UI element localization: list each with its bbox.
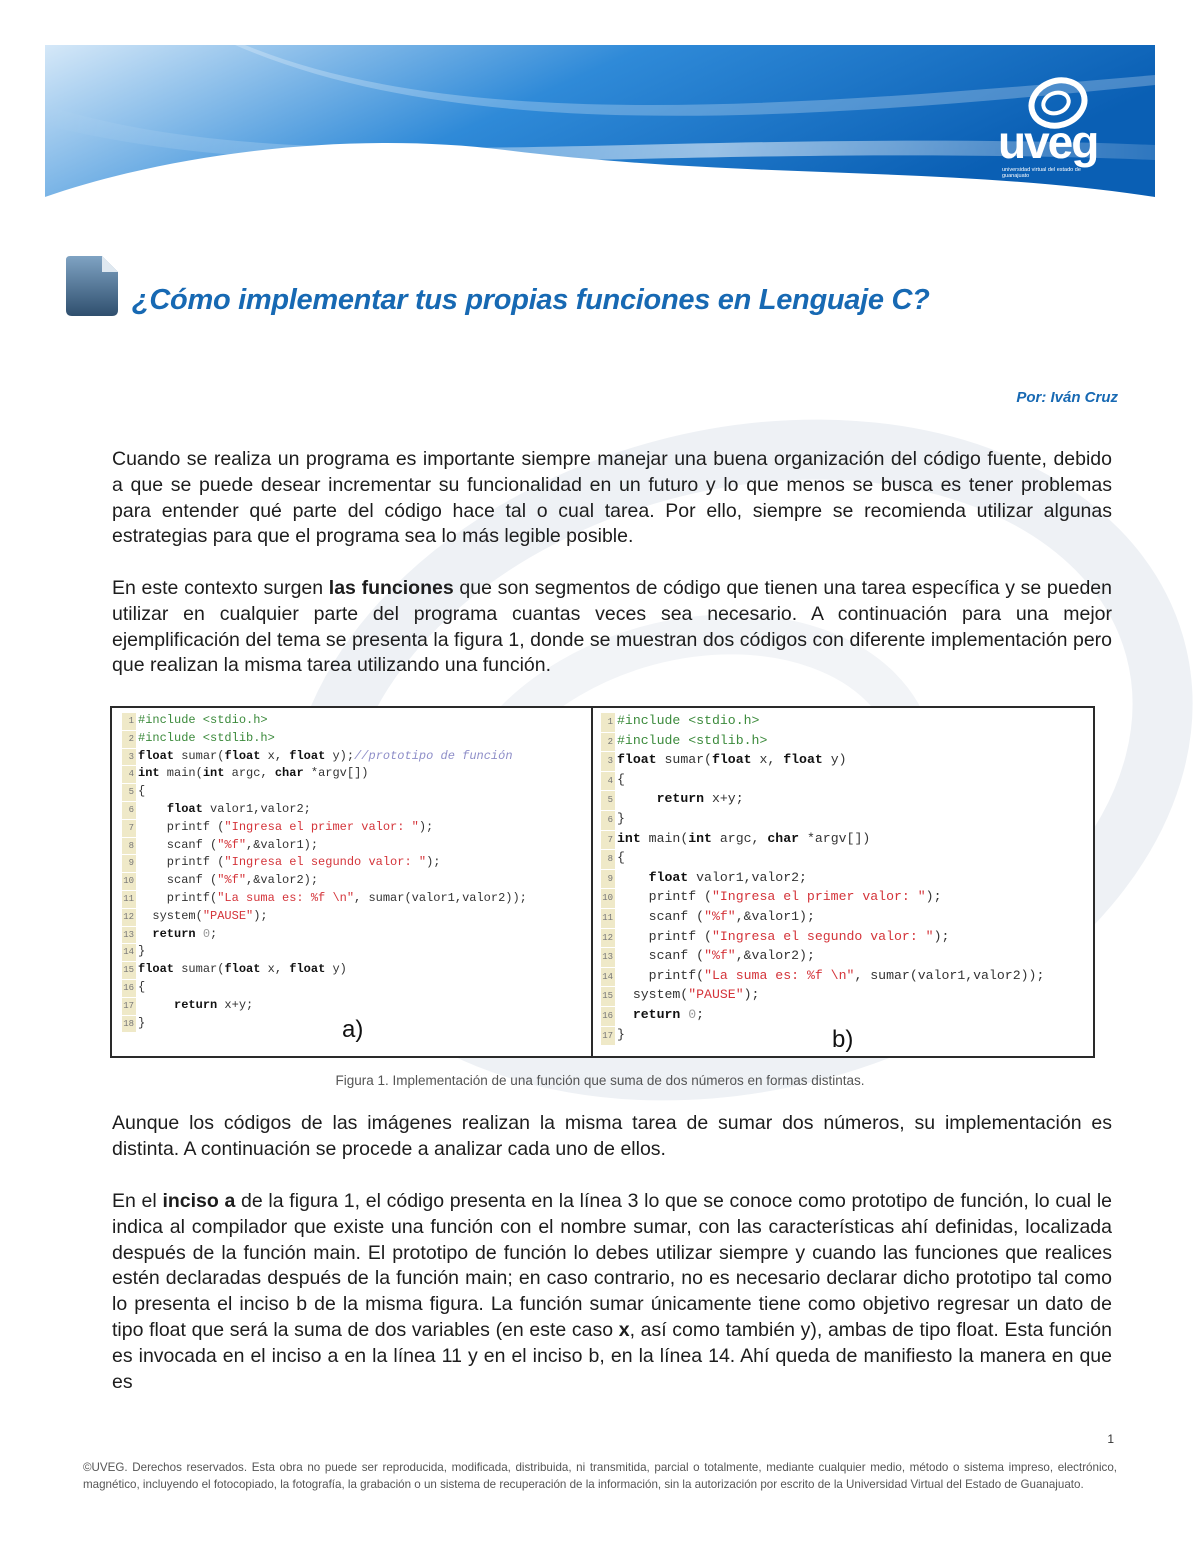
code-token: return (632, 1006, 681, 1022)
code-token (196, 927, 203, 941)
figure-divider (591, 708, 593, 1056)
bold-term: las funciones (328, 577, 454, 599)
code-token: printf( (617, 967, 705, 983)
code-panel-b (601, 712, 1093, 1042)
line-number: 17 (601, 1027, 615, 1046)
code-token: x+y; (217, 997, 254, 1012)
line-number: 15 (601, 987, 615, 1006)
code-line (122, 926, 577, 944)
code-line (601, 732, 1093, 752)
code-line (601, 947, 1093, 967)
figure-label-a: a) (342, 1016, 364, 1043)
code-token: main( (640, 830, 689, 846)
figure-label-b: b) (832, 1026, 854, 1053)
code-token: float (711, 752, 752, 768)
line-number: 5 (601, 791, 615, 810)
code-token: } (138, 944, 146, 959)
code-token: { (138, 784, 146, 799)
line-number: 11 (122, 891, 136, 908)
uveg-logo (998, 75, 1113, 185)
code-token: return (656, 791, 705, 807)
code-token: printf ( (617, 928, 712, 944)
code-token: scanf ( (138, 873, 218, 888)
line-number: 6 (601, 811, 615, 830)
code-token: scanf ( (617, 948, 705, 964)
page-title: ¿Cómo implementar tus propias funciones en Lenguaje C? (132, 284, 930, 316)
code-line (122, 712, 577, 730)
code-token (138, 998, 174, 1012)
code-line (601, 908, 1093, 928)
line-number: 2 (122, 731, 136, 748)
line-number: 1 (122, 713, 136, 730)
code-token (138, 802, 167, 816)
code-token: float (289, 748, 326, 763)
logo-text: uveg (998, 116, 1098, 168)
text-span: , así como también y), ambas de tipo float. Esta función es invocada en el inciso a en la línea 11 y en el inciso b, en la línea 14. Ahí queda de manifiesto la manera en que es (112, 1318, 1112, 1393)
code-token: "Ingresa el segundo valor: " (711, 928, 934, 944)
code-token: y) (822, 752, 847, 768)
code-token: ,&valor1); (735, 908, 815, 924)
code-token: int (202, 766, 225, 781)
line-number: 8 (601, 850, 615, 869)
code-line (601, 771, 1093, 791)
line-number: 1 (601, 713, 615, 732)
paragraph-analysis: Aunque los códigos de las imágenes realizan la misma tarea de sumar dos números, su implementación es distinta. A continuación se procede a analizar cada uno de ellos. (112, 1112, 1112, 1160)
line-number: 12 (601, 929, 615, 948)
code-token: *argv[]) (799, 830, 871, 846)
code-line (122, 819, 577, 837)
code-token: float (224, 962, 261, 977)
code-token: "%f" (217, 837, 247, 852)
code-token: printf ( (138, 819, 225, 834)
code-line (122, 730, 577, 748)
code-token: argc, (224, 766, 275, 781)
line-number: 13 (601, 948, 615, 967)
code-token: char (274, 766, 304, 781)
code-token (617, 791, 657, 806)
paragraph-inciso-a (112, 1189, 1112, 1395)
paragraph-intro: Cuando se realiza un programa es importante siempre manejar una buena organización del código fuente, debido a que se puede desear incrementar su funcionalidad en un futuro y lo que menos se busca es tener problemas para entender qué parte del código hace tal o cual tarea. Por ello, siempre se recomienda utilizar algunas estrategias para que el programa sea lo más legible posible. (112, 448, 1112, 548)
figure-caption: Figura 1. Implementación de una función que suma de dos números en formas distintas. (335, 1073, 865, 1088)
code-token: y) (325, 962, 347, 977)
code-token: valor1,valor2; (688, 869, 807, 885)
line-number: 12 (122, 909, 136, 926)
code-token: } (617, 810, 625, 826)
code-token: } (617, 1026, 625, 1042)
code-token: y); (325, 748, 355, 763)
code-line (122, 854, 577, 872)
text-span: que son segmentos de código que tienen una tarea específica y se pueden utilizar en cualquier parte del programa cuantas veces sea necesario. A continuación para una mejor ejemplificación del tema se presenta la figura 1, donde se muestran dos códigos con diferente implementación pero que realizan la misma tarea utilizando una función. (112, 577, 1112, 677)
code-line (122, 801, 577, 819)
line-number: 4 (601, 772, 615, 791)
code-line (122, 837, 577, 855)
code-token: float (138, 962, 175, 977)
code-token: sumar( (174, 962, 225, 977)
code-line (601, 967, 1093, 987)
line-number: 11 (601, 909, 615, 928)
code-line (601, 888, 1093, 908)
code-token: sumar( (174, 748, 225, 763)
code-token: { (617, 850, 625, 866)
code-line (601, 712, 1093, 732)
code-token: 0 (202, 926, 211, 941)
code-line (601, 849, 1093, 869)
code-token: float (617, 752, 657, 768)
code-token: //prototipo de función (354, 748, 513, 763)
code-token: "PAUSE" (688, 987, 744, 1003)
code-token: ); (418, 819, 434, 834)
line-number: 6 (122, 802, 136, 819)
code-line (122, 997, 577, 1015)
code-token (138, 927, 152, 941)
code-token: ); (426, 855, 441, 870)
code-token: system( (138, 908, 203, 923)
code-token: "PAUSE" (202, 908, 254, 923)
code-token: ); (253, 908, 268, 923)
code-line (601, 869, 1093, 889)
code-token: system( (617, 987, 689, 1003)
code-token: ); (925, 889, 942, 905)
code-token: "%f" (217, 873, 247, 888)
code-token: main( (159, 766, 203, 781)
code-token: { (138, 979, 146, 994)
line-number: 14 (601, 968, 615, 987)
code-line (122, 961, 577, 979)
code-token: 0 (688, 1006, 697, 1022)
line-number: 9 (122, 855, 136, 872)
code-token: *argv[]) (303, 766, 369, 781)
code-token: #include <stdio.h> (138, 713, 268, 727)
line-number: 2 (601, 733, 615, 752)
code-token: , sumar(valor1,valor2)); (354, 890, 527, 905)
code-token: ,&valor1); (246, 837, 319, 852)
line-number: 9 (601, 870, 615, 889)
code-line (122, 783, 577, 801)
code-listing-b (601, 712, 1093, 1045)
line-number: 16 (601, 1007, 615, 1026)
line-number: 13 (122, 927, 136, 944)
line-number: 5 (122, 784, 136, 801)
text-span: En el (112, 1190, 163, 1212)
code-token: #include <stdlib.h> (617, 732, 768, 748)
code-line (122, 872, 577, 890)
code-token: "%f" (704, 908, 736, 924)
code-token: float (138, 748, 175, 763)
code-token: "Ingresa el segundo valor: " (224, 855, 427, 870)
code-token: char (767, 830, 800, 846)
code-token: int (138, 766, 160, 781)
code-token: printf( (138, 890, 218, 905)
author-line: Por: Iván Cruz (1016, 389, 1118, 406)
code-token: ); (743, 987, 760, 1003)
code-line (122, 890, 577, 908)
line-number: 8 (122, 838, 136, 855)
code-token: ,&valor2); (246, 873, 319, 888)
code-token: "%f" (704, 948, 736, 964)
code-token: float (648, 869, 689, 885)
line-number: 3 (601, 752, 615, 771)
code-line (122, 979, 577, 997)
line-number: 10 (601, 889, 615, 908)
code-token: x, (751, 752, 784, 768)
code-token: "La suma es: %f \n" (704, 967, 855, 983)
code-line (601, 790, 1093, 810)
code-token: int (688, 830, 712, 846)
copyright-footer: ©UVEG. Derechos reservados. Esta obra no puede ser reproducida, modificada, distribuida, ni transmitida, parcial o totalmente, mediante cualquier medio, método o sistema impreso, electrónico, magnético, incluyendo el fotocopiado, la fotografía, la grabación o un sistema de recuperación de la información, sin la autorización por escrito de la Universidad Virtual del Estado de Guanajuato. (83, 1461, 1117, 1491)
code-line (122, 765, 577, 783)
line-number: 7 (601, 831, 615, 850)
code-token: float (224, 748, 261, 763)
bold-term: inciso a (162, 1190, 236, 1212)
code-token: "La suma es: %f \n" (217, 890, 355, 905)
code-token: float (166, 801, 203, 816)
code-line (601, 1006, 1093, 1026)
code-token: } (138, 1015, 146, 1030)
code-token: sumar( (656, 752, 712, 768)
line-number: 17 (122, 998, 136, 1015)
text-span: de la figura 1, el código presenta en la línea 3 lo que se conoce como prototipo de función, lo cual le indica al compilador que existe una función con el nombre sumar, con las características ahí definidas, localizada después de la función main. El prototipo de función lo debes utilizar siempre y cuando las funciones que realices estén declaradas después de la función main; en caso contrario, no es necesario declarar dicho prototipo tal como lo presenta el inciso b de la misma figura. La función sumar únicamente tiene como objetivo regresar un dato de tipo float que será la suma de dos variables (en este caso (112, 1190, 1112, 1341)
code-token: x, (260, 962, 290, 977)
code-token: int (617, 830, 641, 846)
code-line (122, 748, 577, 766)
code-line (601, 830, 1093, 850)
code-token: "Ingresa el primer valor: " (711, 889, 926, 905)
code-token: return (174, 997, 218, 1012)
code-token: printf ( (617, 889, 712, 905)
code-line (601, 810, 1093, 830)
document-icon (66, 256, 118, 316)
code-token: float (783, 752, 823, 768)
code-line (122, 908, 577, 926)
line-number: 10 (122, 873, 136, 890)
paragraph-functions (112, 576, 1112, 679)
line-number: 14 (122, 944, 136, 961)
code-figure (110, 706, 1095, 1058)
code-token: #include <stdio.h> (617, 713, 760, 728)
logo-subtitle: universidad virtual del estado de guanajuato (1002, 167, 1081, 179)
line-number: 3 (122, 749, 136, 766)
code-token: float (289, 962, 326, 977)
line-number: 4 (122, 766, 136, 783)
line-number: 16 (122, 980, 136, 997)
header-banner (45, 45, 1155, 197)
banner-graphic (45, 45, 1155, 197)
code-token: return (152, 926, 196, 941)
code-token (617, 1007, 633, 1022)
code-token: x, (260, 748, 290, 763)
code-token: ); (933, 928, 950, 944)
line-number: 15 (122, 962, 136, 979)
code-listing-a (122, 712, 577, 1032)
code-token: , sumar(valor1,valor2)); (854, 967, 1045, 983)
code-token: ,&valor2); (735, 948, 815, 964)
code-token: ; (696, 1006, 705, 1022)
code-token: scanf ( (617, 908, 705, 924)
page-number: 1 (1107, 1432, 1114, 1446)
code-token: x+y; (704, 791, 744, 807)
code-token: { (617, 771, 625, 787)
code-line (601, 986, 1093, 1006)
code-line (601, 751, 1093, 771)
line-number: 7 (122, 820, 136, 837)
code-token: scanf ( (138, 837, 218, 852)
code-token: argc, (711, 830, 768, 846)
code-token: valor1,valor2; (202, 801, 311, 816)
code-line (122, 943, 577, 961)
code-token: printf ( (138, 855, 225, 870)
code-panel-a (122, 712, 577, 1030)
code-line (601, 928, 1093, 948)
bold-term: x (618, 1318, 630, 1341)
code-token: ; (210, 926, 218, 941)
line-number: 18 (122, 1016, 136, 1033)
code-token: "Ingresa el primer valor: " (224, 819, 419, 834)
code-token: #include <stdlib.h> (138, 730, 275, 745)
text-span: En este contexto surgen (112, 577, 329, 599)
code-token (617, 870, 649, 885)
